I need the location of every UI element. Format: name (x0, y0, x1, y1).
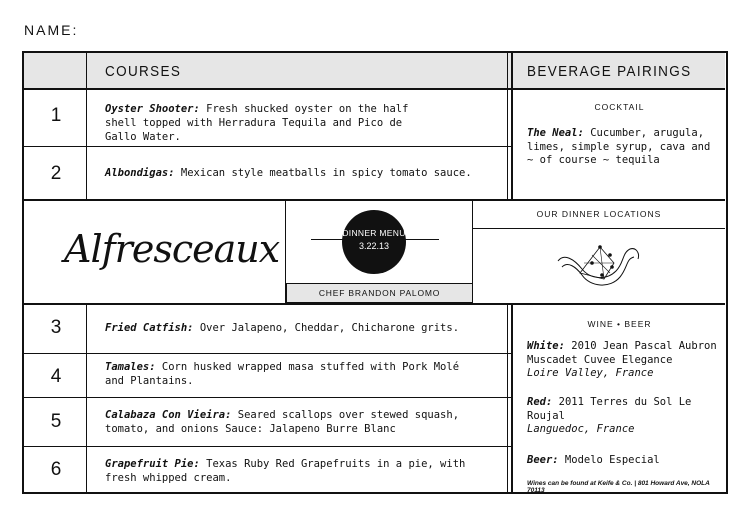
red-wine-region: Languedoc, France (527, 423, 635, 435)
white-wine-item (527, 340, 717, 381)
locations-label: OUR DINNER LOCATIONS (536, 209, 662, 219)
course-number: 1 (50, 105, 62, 126)
course-description: Fresh shucked oyster on the half shell topped with Herradura Tequila and Pico de Gallo Water. (105, 103, 409, 143)
course-number: 3 (50, 317, 62, 338)
wine-footnote: Wines can be found at Keife & Co. | 801 Howard Ave, NOLA 70113 (527, 480, 710, 494)
course-item (105, 360, 477, 388)
course-number: 2 (50, 163, 62, 184)
restaurant-logo: Alfresceaux (64, 227, 280, 271)
course-number: 4 (50, 366, 62, 387)
menu-frame (22, 51, 728, 494)
course-title: Oyster Shooter: (105, 103, 200, 115)
red-wine-item (527, 396, 717, 437)
course-item (105, 457, 495, 485)
course-title: Albondigas: (105, 167, 175, 179)
course-item (105, 408, 495, 436)
course-item (105, 166, 495, 180)
course-number: 5 (50, 411, 62, 432)
course-title: Tamales: (105, 361, 156, 373)
dinner-date: 3.22.13 (358, 241, 390, 251)
course-description: Mexican style meatballs in spicy tomato sauce. (174, 167, 472, 179)
course-item (105, 321, 495, 335)
beverage-pairings-header: BEVERAGE PAIRINGS (527, 63, 692, 80)
red-wine-description: 2011 Terres du Sol Le Roujal (527, 396, 692, 422)
cocktail-label: COCKTAIL (594, 102, 645, 112)
white-wine-label: White: (527, 340, 565, 352)
name-label: NAME: (24, 22, 79, 38)
locations-map-icon (554, 233, 644, 295)
beer-description: Modelo Especial (558, 454, 660, 466)
white-wine-description: 2010 Jean Pascal Aubron Muscadet Cuvee Elegance (527, 340, 717, 366)
course-description: Over Jalapeno, Cheddar, Chicharone grits. (193, 322, 460, 334)
course-item (105, 102, 435, 144)
beer-label: Beer: (527, 454, 559, 466)
beer-item (527, 454, 717, 468)
wine-beer-label: WINE • BEER (587, 319, 652, 329)
courses-header: COURSES (105, 63, 182, 80)
course-title: Calabaza Con Vieira: (105, 409, 232, 421)
cocktail-name: The Neal: (527, 127, 584, 139)
dinner-menu-badge (342, 210, 406, 274)
cocktail-description: Cucumber, arugula, limes, simple syrup, cava and ~ of course ~ tequila (527, 127, 711, 166)
course-title: Grapefruit Pie: (105, 458, 200, 470)
course-description: Texas Ruby Red Grapefruits in a pie, with fresh whipped cream. (105, 458, 466, 484)
chef-name: CHEF BRANDON PALOMO (286, 283, 473, 303)
cocktail-item (527, 127, 712, 168)
red-wine-label: Red: (527, 396, 553, 408)
dinner-menu-label: DINNER MENU (342, 228, 406, 238)
course-title: Fried Catfish: (105, 322, 194, 334)
course-description: Seared scallops over stewed squash, tomato, and onions Sauce: Jalapeno Burre Blanc (105, 409, 460, 435)
course-description: Corn husked wrapped masa stuffed with Pork Molé and Plantains. (105, 361, 460, 387)
white-wine-region: Loire Valley, France (527, 367, 654, 379)
course-number: 6 (50, 459, 62, 480)
